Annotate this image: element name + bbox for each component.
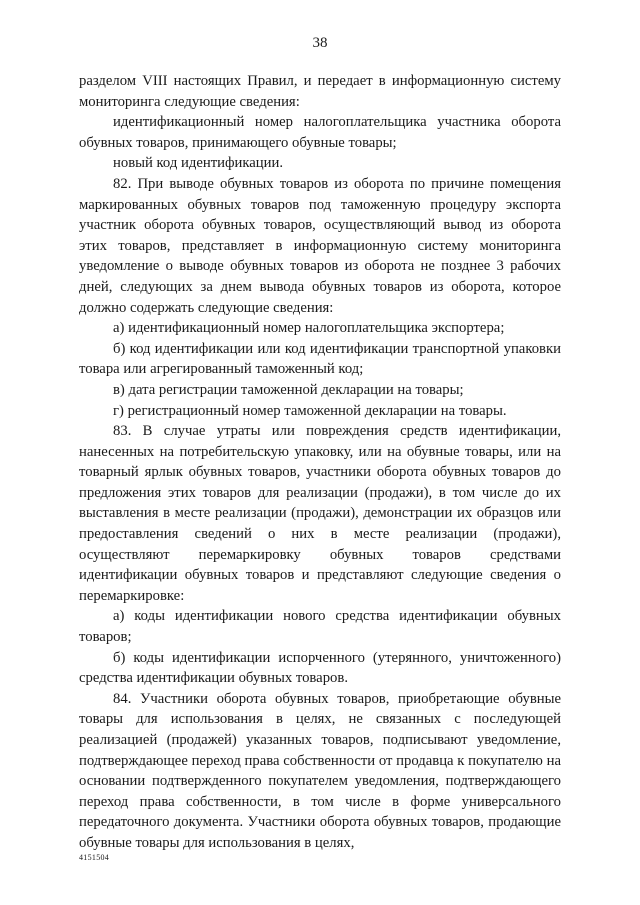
document-id: 4151504: [79, 853, 110, 862]
paragraph-82-g: г) регистрационный номер таможенной декларации на товары.: [113, 402, 507, 419]
paragraph-84: 84. Участники оборота обувных товаров, приобретающие обувные товары для использования в целях, не связанных с последующей реализацией (продажей) указанных товаров, подписывают уведомление, подтверждающее переход права собственности от продавца к покупателю на основании подтвержденного покупателем уведомления, подтверждающего переход права собственности, в том числе в форме универсального передаточного документа. Участники оборота обувных товаров, продающие обувные товары для использования в целях,: [79, 690, 561, 851]
paragraph-83: 83. В случае утраты или повреждения средств идентификации, нанесенных на потребительскую упаковку, или на обувные товары, или на товарный ярлык обувных товаров, участники оборота обувных товаров до предложения этих товаров для реализации (продажи), в том числе до их выставления в месте реализации (продажи), демонстрации их образцов или предоставления сведений о них в месте реализации (продажи), осуществляют перемаркировку обувных товаров средствами идентификации обувных товаров и представляют следующие сведения о перемаркировке:: [79, 423, 561, 604]
paragraph-new-code: новый код идентификации.: [113, 155, 284, 172]
paragraph-83-b: б) коды идентификации испорченного (утерянного, уничтоженного) средства идентификации обувных товаров.: [79, 649, 561, 687]
paragraph-83-a: а) коды идентификации нового средства идентификации обувных товаров;: [79, 608, 561, 646]
document-body: [79, 71, 561, 854]
paragraph-82-v: в) дата регистрации таможенной декларации на товары;: [113, 381, 464, 398]
page-number: 38: [312, 35, 328, 51]
paragraph-82-b: б) код идентификации или код идентификации транспортной упаковки товара или агрегированный таможенный код;: [79, 340, 561, 378]
paragraph-82: 82. При выводе обувных товаров из оборота по причине помещения маркированных обувных товаров под таможенную процедуру экспорта участник оборота обувных товаров, осуществляющий вывод из оборота этих товаров, представляет в информационную систему мониторинга уведомление о выводе обувных товаров из оборота не позднее 3 рабочих дней, следующих за днем вывода обувных товаров из оборота, которое должно содержать следующие сведения:: [79, 175, 561, 316]
paragraph-taxpayer-id: идентификационный номер налогоплательщика участника оборота обувных товаров, принимающего обувные товары;: [79, 114, 561, 151]
paragraph-82-a: а) идентификационный номер налогоплательщика экспортера;: [113, 320, 505, 337]
paragraph-continuation: разделом VIII настоящих Правил, и передает в информационную систему мониторинга следующие сведения:: [79, 73, 561, 110]
